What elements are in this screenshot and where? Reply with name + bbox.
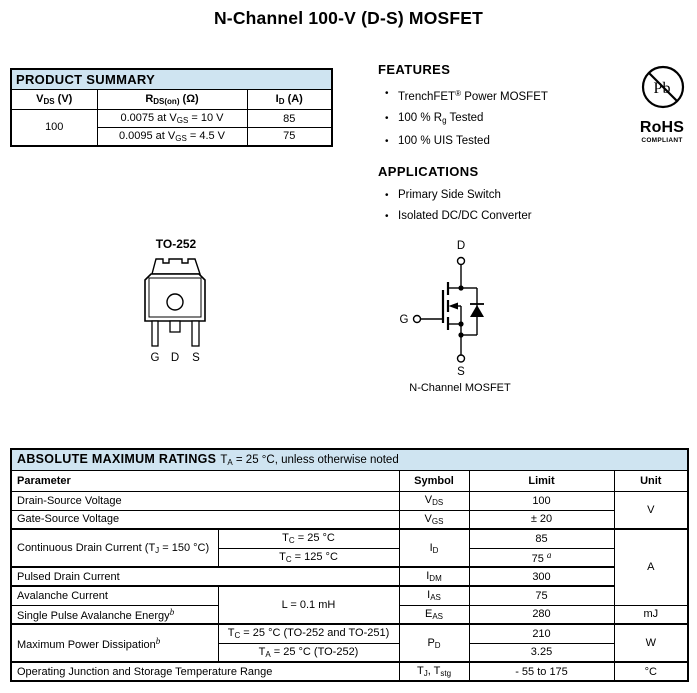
unit: A (614, 529, 688, 605)
product-summary-heading: PRODUCT SUMMARY (11, 69, 332, 90)
bullet-icon: • (385, 113, 389, 124)
symbol-label-gate: G (399, 314, 409, 326)
feature-text: 100 % $R_g$ Tested (398, 112, 484, 125)
unit: V (614, 491, 688, 529)
applications-heading: APPLICATIONS (378, 164, 479, 179)
features-section (378, 62, 623, 231)
list-item (378, 210, 623, 223)
gate-terminal (414, 316, 421, 323)
table-row-temp (11, 662, 688, 681)
table-row-id-tc25 (11, 529, 688, 548)
id-value-4v5: 75 (247, 128, 332, 146)
symbol: $E_{AS}$ (399, 605, 469, 624)
gate-lead (152, 321, 158, 346)
product-summary-header-row (11, 69, 332, 90)
unit: °C (614, 662, 688, 681)
feature-text: TrenchFET® Power MOSFET (398, 89, 548, 103)
list-item (378, 135, 623, 148)
package-outline-drawing (139, 253, 213, 365)
parameter: Maximum Power Dissipation$^b$ (11, 624, 218, 662)
limit: 100 (469, 491, 614, 510)
package-diagram (139, 237, 213, 370)
limit: 280 (469, 605, 614, 624)
list-item (378, 112, 623, 127)
source-lead (192, 321, 199, 346)
symbol: $V_{GS}$ (399, 510, 469, 529)
limit: 300 (469, 567, 614, 586)
parameter: Continuous Drain Current ($T_J = 150$ °C) (11, 529, 218, 567)
symbol: $I_D$ (399, 529, 469, 567)
parameter: Gate-Source Voltage (11, 510, 399, 529)
feature-text: 100 % UIS Tested (398, 135, 490, 147)
table-row-vds (11, 491, 688, 510)
rohs-compliant-label: COMPLIANT (641, 137, 683, 144)
table-row-vgs (11, 510, 688, 529)
table-row-ias (11, 586, 688, 605)
application-text: Primary Side Switch (398, 189, 501, 201)
unit: W (614, 624, 688, 662)
bullet-icon: • (385, 136, 389, 147)
limit: 210 (469, 624, 614, 643)
table-row-idm (11, 567, 688, 586)
limit: - 55 to 175 (469, 662, 614, 681)
abs-max-columns-row (11, 470, 688, 491)
table-row (11, 110, 332, 128)
drain-terminal (458, 258, 465, 265)
abs-max-title: ABSOLUTE MAXIMUM RATINGS (17, 452, 217, 467)
source-terminal (458, 355, 465, 362)
symbol: $V_{DS}$ (399, 491, 469, 510)
col-header-symbol: Symbol (399, 470, 469, 491)
application-text: Isolated DC/DC Converter (398, 210, 532, 222)
condition: L = 0.1 mH (218, 586, 399, 624)
list-item (378, 87, 623, 104)
parameter: Single Pulse Avalanche Energy$^b$ (11, 605, 218, 624)
mosfet-symbol-caption: N-Channel MOSFET (409, 382, 511, 394)
features-heading: FEATURES (378, 62, 451, 77)
drain-lead (170, 321, 180, 332)
mosfet-schematic (395, 238, 525, 382)
limit: 75 (469, 586, 614, 605)
vds-value: 100 (11, 110, 97, 146)
parameter: Drain-Source Voltage (11, 491, 399, 510)
unit: mJ (614, 605, 688, 624)
page-title: N-Channel 100-V (D-S) MOSFET (213, 8, 484, 28)
bullet-icon: • (385, 190, 389, 201)
abs-max-heading-row (11, 449, 688, 470)
symbol: $I_{AS}$ (399, 586, 469, 605)
rds-value-10v: 0.0075 at $V_{GS} = 10$ V (97, 110, 247, 128)
product-summary-table (10, 68, 333, 147)
bullet-icon: • (385, 88, 389, 99)
table-row-pd-tc25 (11, 624, 688, 643)
condition: $T_C = 25$ °C (TO-252 and TO-251) (218, 624, 399, 643)
mounting-hole (167, 294, 183, 310)
condition: $T_C = 25$ °C (218, 529, 399, 548)
parameter: Operating Junction and Storage Temperature Range (11, 662, 399, 681)
rohs-label: RoHS (639, 119, 685, 136)
pb-label: Pb (653, 80, 671, 97)
abs-max-ratings-table (10, 448, 689, 682)
pb-free-icon (630, 62, 694, 112)
col-header-unit: Unit (614, 470, 688, 491)
symbol: $P_D$ (399, 624, 469, 662)
pin-label-g: G (150, 352, 160, 364)
list-item (378, 189, 623, 202)
abs-max-condition: $T_A = 25$ °C, unless otherwise noted (220, 454, 399, 468)
col-header-id: $I_D$ (A) (247, 90, 332, 110)
symbol-label-drain: D (456, 240, 466, 252)
product-summary-columns-row (11, 90, 332, 110)
parameter: Pulsed Drain Current (11, 567, 399, 586)
condition: $T_A = 25$ °C (TO-252) (218, 643, 399, 662)
rohs-badge (630, 62, 694, 144)
limit: 3.25 (469, 643, 614, 662)
limit: 85 (469, 529, 614, 548)
id-value-10v: 85 (247, 110, 332, 128)
rds-value-4v5: 0.0095 at $V_{GS} = 4.5$ V (97, 128, 247, 146)
mosfet-symbol (395, 238, 525, 387)
limit: ± 20 (469, 510, 614, 529)
symbol-label-source: S (457, 366, 465, 378)
body-diode (470, 305, 484, 317)
limit: 75 $^a$ (469, 548, 614, 567)
abs-max-heading (11, 449, 688, 470)
pin-label-s: S (192, 352, 200, 364)
symbol: $T_J$, $T_{stg}$ (399, 662, 469, 681)
bullet-icon: • (385, 211, 389, 222)
col-header-rds-on: $R_{DS(on)}$ (Ω) (97, 90, 247, 110)
symbol: $I_{DM}$ (399, 567, 469, 586)
package-name: TO-252 (155, 237, 197, 251)
pin-label-d: D (170, 352, 180, 364)
condition: $T_C = 125$ °C (218, 548, 399, 567)
parameter: Avalanche Current (11, 586, 218, 605)
body-arrow (449, 303, 459, 310)
col-header-limit: Limit (469, 470, 614, 491)
col-header-parameter: Parameter (11, 470, 399, 491)
col-header-vds: $V_{DS}$ (V) (11, 90, 97, 110)
